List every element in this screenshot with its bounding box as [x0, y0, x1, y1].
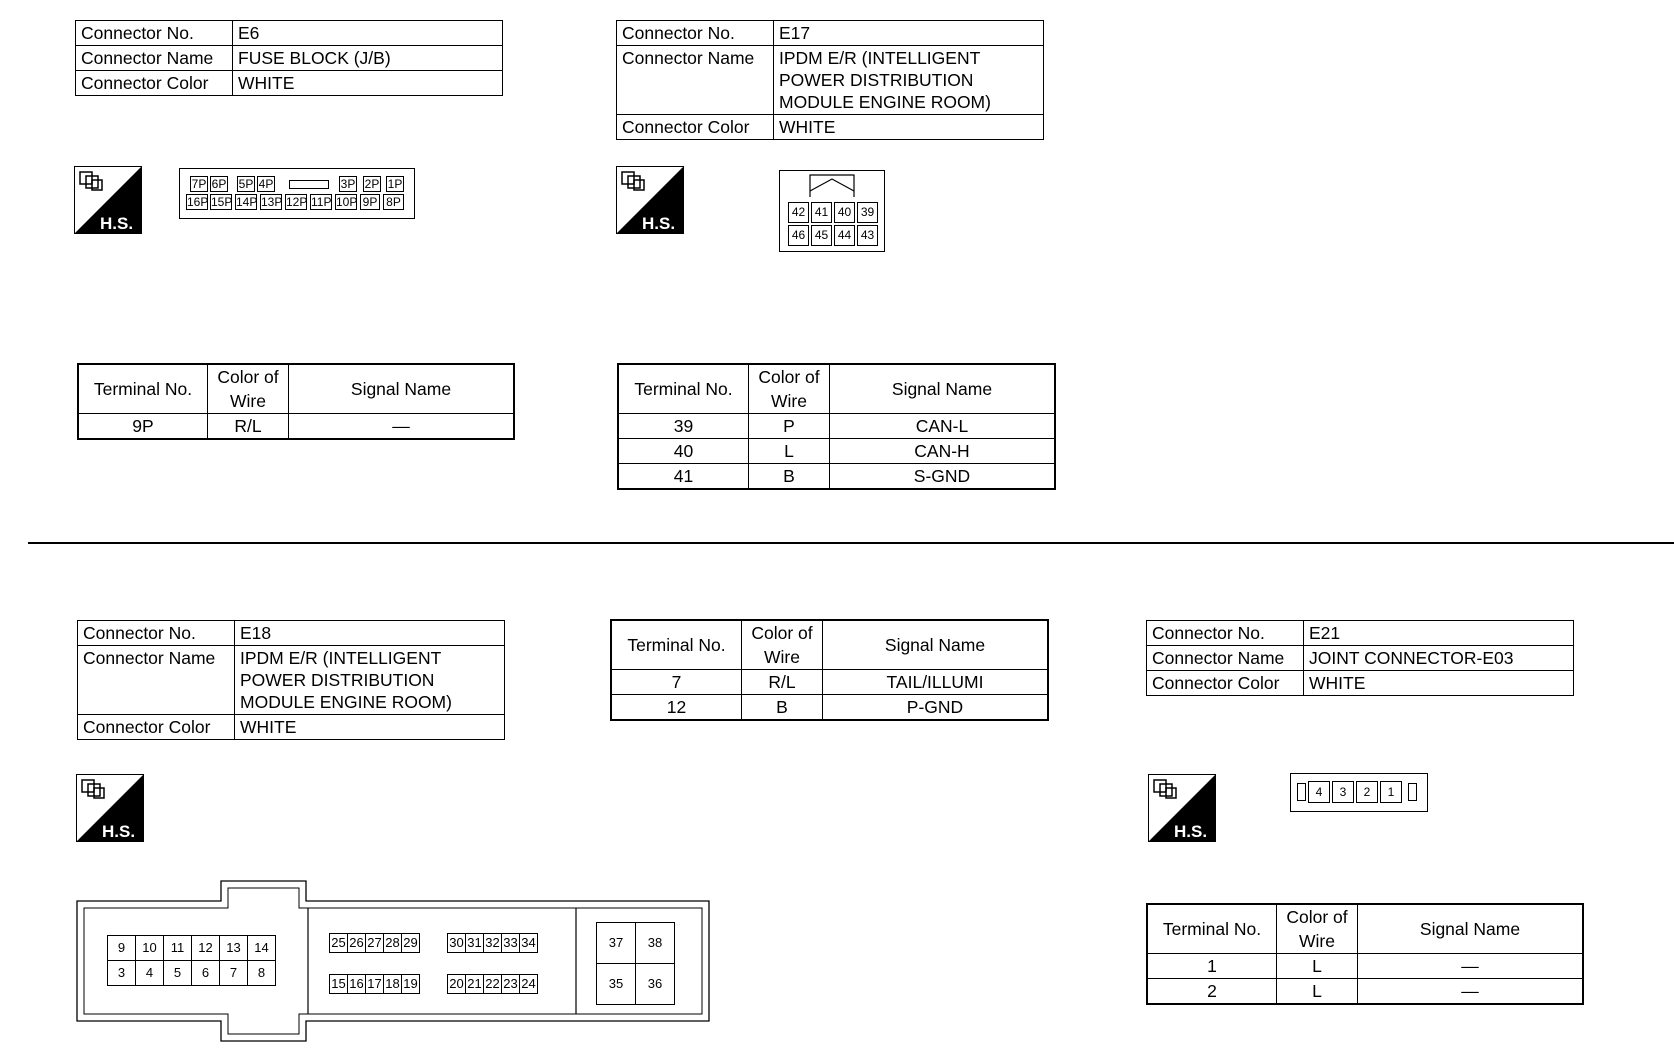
- terminal-no-header: Terminal No.: [618, 364, 749, 414]
- pin: 5: [163, 960, 192, 986]
- terminal-no: 40: [618, 439, 749, 464]
- signal-name-header: Signal Name: [289, 364, 515, 414]
- pin: 36: [635, 963, 675, 1005]
- end-key: [1408, 783, 1417, 801]
- signal-name: —: [289, 414, 515, 440]
- pin: 29: [401, 933, 420, 953]
- e6-terminal-table: [77, 363, 515, 440]
- wire-color-header: [1277, 904, 1358, 954]
- connector-no-value: E17: [774, 21, 1044, 46]
- wire-color: R/L: [742, 670, 823, 695]
- pin: 11P: [311, 195, 332, 209]
- connector-color-label: Connector Color: [78, 715, 235, 740]
- connector-no-value: E6: [233, 21, 503, 46]
- signal-name-header: Signal Name: [1358, 904, 1584, 954]
- pin: 19: [401, 974, 420, 994]
- wire-color-header: [742, 620, 823, 670]
- header-line: Wire: [1299, 931, 1335, 951]
- pin: 24: [519, 974, 538, 994]
- hs-label: H.S.: [102, 822, 136, 841]
- pin: 10P: [336, 195, 358, 209]
- terminal-no-header: Terminal No.: [1147, 904, 1277, 954]
- pin: 42: [788, 202, 809, 223]
- pin: 16P: [187, 195, 209, 209]
- header-line: Wire: [230, 391, 266, 411]
- terminal-no-header: Terminal No.: [78, 364, 208, 414]
- pin: 12P: [286, 195, 308, 209]
- pin: 21: [465, 974, 484, 994]
- pin: 22: [483, 974, 502, 994]
- latch-shape: [780, 171, 884, 201]
- terminal-no: 39: [618, 414, 749, 439]
- e21-terminal-table: [1146, 903, 1584, 1005]
- connector-name-label: Connector Name: [617, 46, 774, 115]
- pin: 27: [365, 933, 384, 953]
- terminal-no: 9P: [78, 414, 208, 440]
- pin: 7: [219, 960, 248, 986]
- signal-name: CAN-H: [830, 439, 1056, 464]
- pin: 44: [834, 225, 855, 246]
- pin: 45: [811, 225, 832, 246]
- header-line: Wire: [771, 391, 807, 411]
- terminal-no: 41: [618, 464, 749, 490]
- pin: 6: [191, 960, 220, 986]
- pin: 3: [1332, 781, 1354, 803]
- pin: 39: [857, 202, 878, 223]
- connector-no-label: Connector No.: [617, 21, 774, 46]
- wire-color: R/L: [208, 414, 289, 440]
- connector-name-label: Connector Name: [1147, 646, 1304, 671]
- e17-connector-info: [616, 20, 1044, 140]
- wire-color: B: [749, 464, 830, 490]
- wire-color: P: [749, 414, 830, 439]
- signal-name: —: [1358, 979, 1584, 1005]
- pin: 10: [135, 935, 164, 961]
- name-line: POWER DISTRIBUTION: [240, 670, 435, 690]
- pin: 32: [483, 933, 502, 953]
- pin: 40: [834, 202, 855, 223]
- pin: 16: [347, 974, 366, 994]
- pin: 43: [857, 225, 878, 246]
- terminal-no: 2: [1147, 979, 1277, 1005]
- pin: 34: [519, 933, 538, 953]
- connector-color-value: WHITE: [233, 71, 503, 96]
- pin: 33: [501, 933, 520, 953]
- pin: 3: [107, 960, 136, 986]
- connector-color-value: WHITE: [235, 715, 505, 740]
- header-line: Color of: [217, 367, 279, 387]
- header-line: Color of: [758, 367, 820, 387]
- terminal-no: 12: [611, 695, 742, 721]
- e17-terminal-table: [617, 363, 1056, 490]
- pin: 18: [383, 974, 402, 994]
- connector-color-value: WHITE: [1304, 671, 1574, 696]
- pin: 1: [1380, 781, 1402, 803]
- e17-connector-face: [779, 170, 885, 252]
- harness-side-icon: [76, 774, 144, 842]
- header-line: Color of: [1286, 907, 1348, 927]
- terminal-no-header: Terminal No.: [611, 620, 742, 670]
- signal-name: S-GND: [830, 464, 1056, 490]
- hs-label: H.S.: [100, 214, 134, 233]
- hs-label: H.S.: [642, 214, 676, 233]
- pin: 2: [1356, 781, 1378, 803]
- e21-connector-info: [1146, 620, 1574, 696]
- harness-side-icon: [74, 166, 142, 234]
- pin: 9: [107, 935, 136, 961]
- pin: 35: [596, 963, 636, 1005]
- pin: 4P: [258, 177, 274, 191]
- e18-connector-info: [77, 620, 505, 740]
- pin: 25: [329, 933, 348, 953]
- wire-color-header: [208, 364, 289, 414]
- name-line: IPDM E/R (INTELLIGENT: [240, 648, 442, 668]
- connector-name-value: JOINT CONNECTOR-E03: [1304, 646, 1574, 671]
- pin: 37: [596, 922, 636, 964]
- pin: 30: [447, 933, 466, 953]
- signal-name: P-GND: [823, 695, 1049, 721]
- signal-name: TAIL/ILLUMI: [823, 670, 1049, 695]
- e6-connector-info: [75, 20, 503, 96]
- pin: 38: [635, 922, 675, 964]
- hs-label: H.S.: [1174, 822, 1208, 841]
- e21-connector-face: [1290, 773, 1428, 812]
- connector-name-label: Connector Name: [78, 646, 235, 715]
- name-line: POWER DISTRIBUTION: [779, 70, 974, 90]
- pin: 2P: [364, 177, 380, 191]
- terminal-no: 7: [611, 670, 742, 695]
- pin: 7P: [191, 177, 207, 191]
- signal-name: —: [1358, 954, 1584, 979]
- pin: 4: [1308, 781, 1330, 803]
- connector-name-value: [774, 46, 1044, 115]
- pin: 6P: [211, 177, 227, 191]
- pin: 13: [219, 935, 248, 961]
- pin: 5P: [238, 177, 254, 191]
- blank-key: [289, 180, 329, 189]
- end-key: [1297, 783, 1306, 801]
- e18-terminal-table: [610, 619, 1049, 721]
- connector-no-label: Connector No.: [78, 621, 235, 646]
- connector-color-value: WHITE: [774, 115, 1044, 140]
- pin: 11: [163, 935, 192, 961]
- connector-name-value: FUSE BLOCK (J/B): [233, 46, 503, 71]
- connector-color-label: Connector Color: [617, 115, 774, 140]
- pin: 41: [811, 202, 832, 223]
- pin: 4: [135, 960, 164, 986]
- signal-name: CAN-L: [830, 414, 1056, 439]
- header-line: Color of: [751, 623, 813, 643]
- connector-no-value: E21: [1304, 621, 1574, 646]
- pin: 26: [347, 933, 366, 953]
- pin: 15P: [211, 195, 233, 209]
- pin: 28: [383, 933, 402, 953]
- name-line: MODULE ENGINE ROOM): [240, 692, 452, 712]
- pin: 3P: [340, 177, 356, 191]
- pin: 20: [447, 974, 466, 994]
- e6-connector-face: [179, 168, 415, 219]
- e18-connector-face: [76, 880, 710, 1042]
- pin: 15: [329, 974, 348, 994]
- connector-color-label: Connector Color: [1147, 671, 1304, 696]
- connector-name-label: Connector Name: [76, 46, 233, 71]
- section-divider: [28, 542, 1674, 544]
- connector-no-value: E18: [235, 621, 505, 646]
- name-line: IPDM E/R (INTELLIGENT: [779, 48, 981, 68]
- pin: 23: [501, 974, 520, 994]
- pin: 8: [247, 960, 276, 986]
- signal-name-header: Signal Name: [830, 364, 1056, 414]
- pin: 31: [465, 933, 484, 953]
- pin: 8P: [383, 194, 404, 210]
- pin: 17: [365, 974, 384, 994]
- connector-color-label: Connector Color: [76, 71, 233, 96]
- connector-no-label: Connector No.: [1147, 621, 1304, 646]
- header-line: Wire: [764, 647, 800, 667]
- harness-side-icon: [1148, 774, 1216, 842]
- harness-side-icon: [616, 166, 684, 234]
- pin: 12: [191, 935, 220, 961]
- wire-color: L: [749, 439, 830, 464]
- pin: 14P: [236, 195, 258, 209]
- wire-color: L: [1277, 979, 1358, 1005]
- terminal-no: 1: [1147, 954, 1277, 979]
- connector-name-value: [235, 646, 505, 715]
- pin: 1P: [387, 177, 403, 191]
- pin: 14: [247, 935, 276, 961]
- signal-name-header: Signal Name: [823, 620, 1049, 670]
- pin: 13P: [261, 195, 283, 209]
- wire-color-header: [749, 364, 830, 414]
- connector-no-label: Connector No.: [76, 21, 233, 46]
- wire-color: L: [1277, 954, 1358, 979]
- wire-color: B: [742, 695, 823, 721]
- name-line: MODULE ENGINE ROOM): [779, 92, 991, 112]
- pin: 9P: [360, 194, 380, 210]
- pin: 46: [788, 225, 809, 246]
